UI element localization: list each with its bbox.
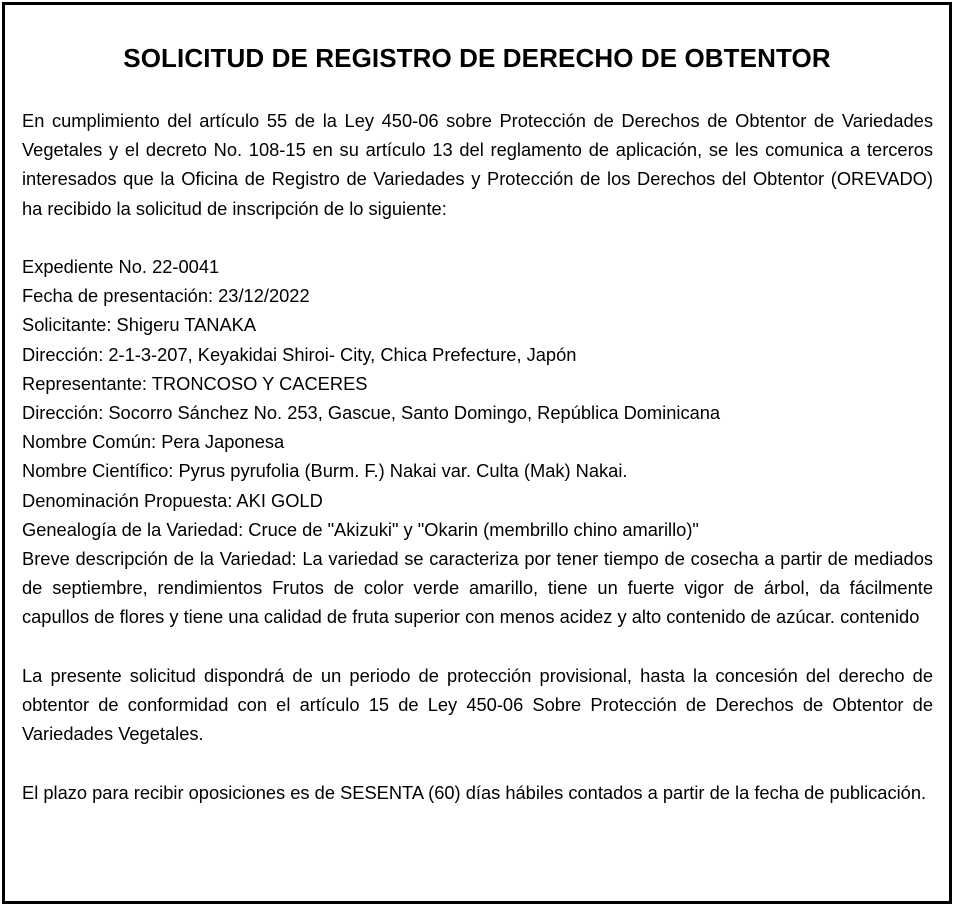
document-title: SOLICITUD DE REGISTRO DE DERECHO DE OBTENTOR — [123, 43, 831, 73]
deadline-paragraph: El plazo para recibir oposiciones es de SESENTA (60) días hábiles contados a partir de la fecha de publicación. — [22, 781, 927, 803]
application-details — [22, 252, 933, 632]
field-nombre-cientifico: Nombre Científico: Pyrus pyrufolia (Burm. F.) Nakai var. Culta (Mak) Nakai. — [22, 460, 628, 482]
field-representante: Representante: TRONCOSO Y CACERES — [22, 372, 368, 394]
document-body — [22, 106, 933, 836]
field-nombre-comun: Nombre Común: Pera Japonesa — [22, 431, 285, 453]
field-denominacion-propuesta: Denominación Propuesta: AKI GOLD — [22, 489, 323, 511]
field-solicitante: Solicitante: Shigeru TANAKA — [22, 314, 257, 336]
field-breve-descripcion: Breve descripción de la Variedad: La variedad se caracteriza por tener tiempo de cosecha a partir de mediados de septiembre, rendimientos Frutos de color verde amarillo, tiene un fuerte vigor de árbol, da fácilmente capullos de flores y tiene una calidad de fruta superior con menos acidez y alto contenido de azúcar. contenido — [22, 548, 933, 628]
protection-paragraph: La presente solicitud dispondrá de un periodo de protección provisional, hasta la concesión del derecho de obtentor de conformidad con el artículo 15 de Ley 450-06 Sobre Protección de Derechos de Obtentor de Variedades Vegetales. — [22, 664, 933, 745]
field-genealogia: Genealogía de la Variedad: Cruce de "Akizuki" y "Okarin (membrillo chino amarillo)" — [22, 518, 699, 540]
field-direccion-representante: Dirección: Socorro Sánchez No. 253, Gascue, Santo Domingo, República Dominicana — [22, 402, 721, 424]
field-expediente: Expediente No. 22-0041 — [22, 256, 220, 277]
field-fecha-presentacion: Fecha de presentación: 23/12/2022 — [22, 285, 310, 307]
intro-paragraph: En cumplimiento del artículo 55 de la Ley 450-06 sobre Protección de Derechos de Obtentor de Variedades Vegetales y el decreto No. 108-15 en su artículo 13 del reglamento de aplicación, se les comunica a terceros interesados que la Oficina de Registro de Variedades y Protección de los Derechos del Obtentor (OREVADO) ha recibido la solicitud de inscripción de lo siguiente: — [22, 110, 933, 219]
field-direccion-solicitante: Dirección: 2-1-3-207, Keyakidai Shiroi- City, Chica Prefecture, Japón — [22, 343, 577, 365]
notice-frame — [2, 2, 952, 904]
